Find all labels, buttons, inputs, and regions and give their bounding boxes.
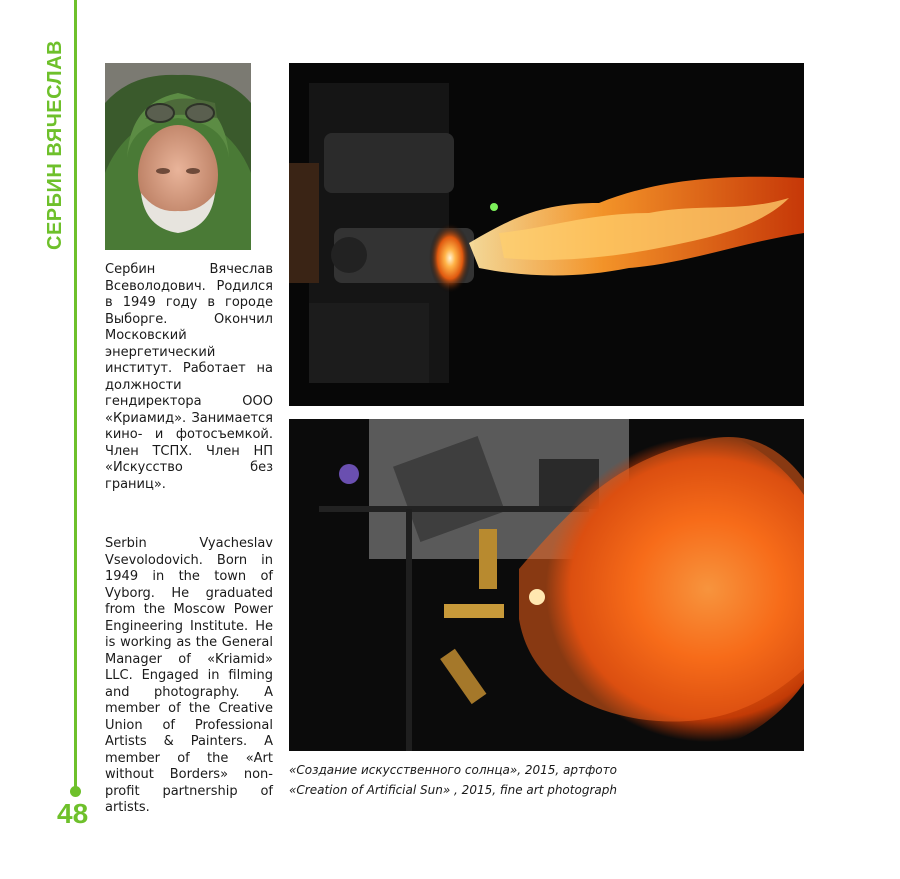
artist-name-vertical-title: СЕРБИН ВЯЧЕСЛАВ [44,40,66,250]
biography-russian: Сербин Вячеслав Всеволодович. Родился в 1949 году в городе Выборге. Окончил Московский энергетический институт. Работает на должности гендиректора ООО «Криамид». Занимается кино- и фотосъемкой. Член ТСПХ. Член НП «Искусство без границ». [105,262,273,492]
accent-vertical-rule [74,0,77,790]
accent-rule-dot [70,786,81,797]
page-number: 48 [57,798,89,829]
artwork-photo-top [289,63,804,406]
artwork-photo-bottom [289,419,804,751]
biography-english: Serbin Vyacheslav Vsevolodovich. Born in 1949 in the town of Vyborg. He graduated from the Moscow Power Engineering Institute. He is working as the General Manager of «Kriamid» LLC. Engaged in filming and photography. A member of the Creative Union of Professional Artists & Painters. A member of the «Art without Borders» non-profit partnership of artists. [105,536,273,815]
artist-portrait-photo [105,63,251,250]
artwork-caption-russian: «Создание искусственного солнца», 2015, артфото [289,763,617,777]
artwork-caption-english: «Creation of Artificial Sun» , 2015, fine art photograph [289,783,617,797]
